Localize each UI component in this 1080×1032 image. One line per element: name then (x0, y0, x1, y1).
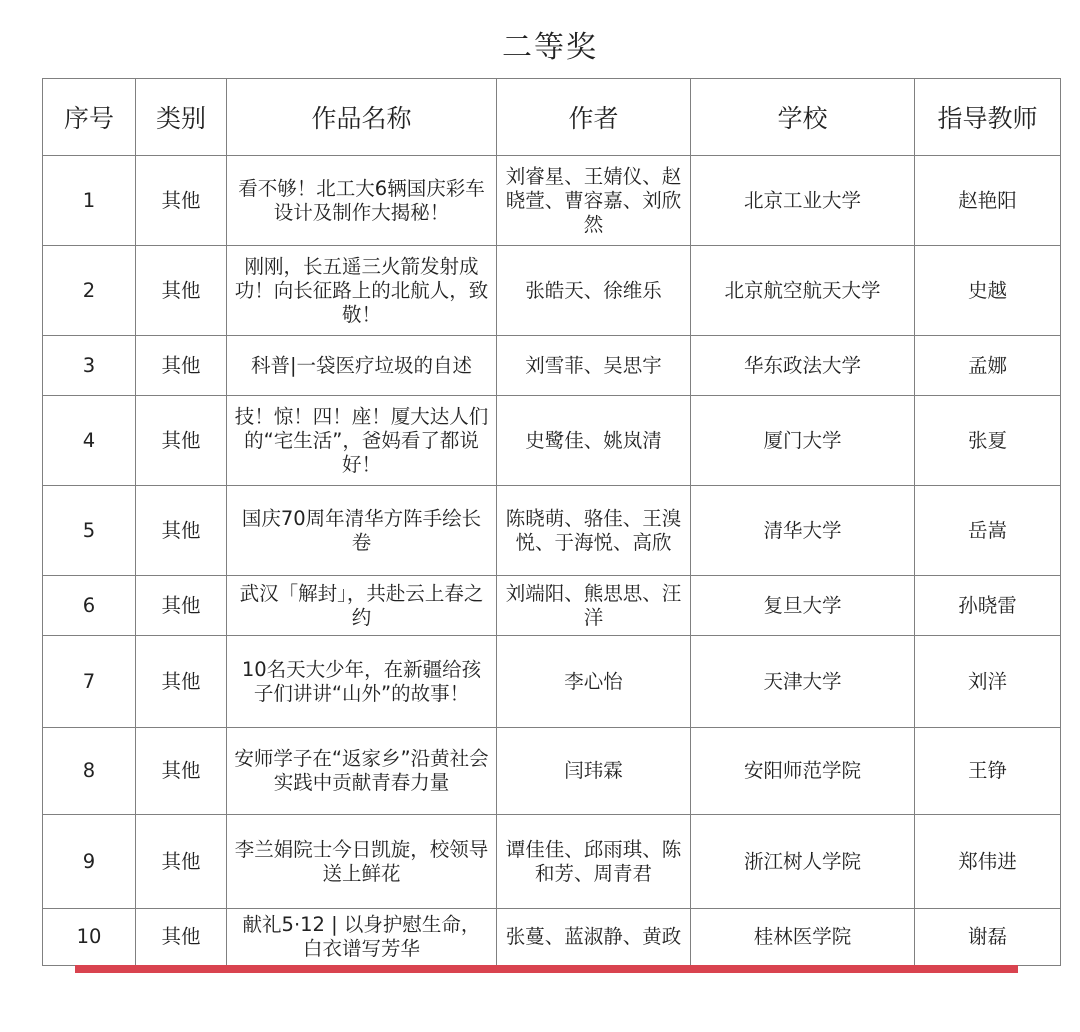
cell-teacher: 史越 (915, 246, 1061, 336)
header-school: 学校 (691, 79, 915, 156)
cell-school: 安阳师范学院 (691, 728, 915, 815)
cell-school: 北京航空航天大学 (691, 246, 915, 336)
cell-work-title: 看不够！北工大6辆国庆彩车设计及制作大揭秘！ (227, 156, 497, 246)
cell-index: 6 (43, 576, 136, 636)
cell-category: 其他 (136, 336, 227, 396)
cell-school: 华东政法大学 (691, 336, 915, 396)
table-row (43, 728, 1061, 815)
cell-index: 2 (43, 246, 136, 336)
cell-work-title: 献礼5·12 | 以身护慰生命，白衣谱写芳华 (227, 909, 497, 966)
cell-teacher: 张夏 (915, 396, 1061, 486)
cell-authors: 刘雪菲、吴思宇 (497, 336, 691, 396)
cell-work-title: 刚刚，长五遥三火箭发射成功！向长征路上的北航人，致敬！ (227, 246, 497, 336)
table-row (43, 636, 1061, 728)
accent-divider-bar (75, 965, 1018, 973)
header-teacher: 指导教师 (915, 79, 1061, 156)
cell-category: 其他 (136, 909, 227, 966)
cell-category: 其他 (136, 815, 227, 909)
cell-authors: 李心怡 (497, 636, 691, 728)
table-row (43, 486, 1061, 576)
cell-teacher: 赵艳阳 (915, 156, 1061, 246)
cell-school: 厦门大学 (691, 396, 915, 486)
cell-work-title: 国庆70周年清华方阵手绘长卷 (227, 486, 497, 576)
cell-teacher: 孙晓雷 (915, 576, 1061, 636)
cell-teacher: 孟娜 (915, 336, 1061, 396)
cell-authors: 张蔓、蓝淑静、黄政 (497, 909, 691, 966)
cell-work-title: 武汉「解封」，共赴云上春之约 (227, 576, 497, 636)
cell-teacher: 谢磊 (915, 909, 1061, 966)
cell-index: 8 (43, 728, 136, 815)
table-row (43, 156, 1061, 246)
header-category: 类别 (136, 79, 227, 156)
cell-authors: 张皓天、徐维乐 (497, 246, 691, 336)
cell-school: 北京工业大学 (691, 156, 915, 246)
table-row (43, 396, 1061, 486)
cell-category: 其他 (136, 486, 227, 576)
cell-work-title: 安师学子在“返家乡”沿黄社会实践中贡献青春力量 (227, 728, 497, 815)
table-row (43, 909, 1061, 966)
cell-category: 其他 (136, 396, 227, 486)
cell-category: 其他 (136, 156, 227, 246)
cell-work-title: 10名天大少年，在新疆给孩子们讲讲“山外”的故事！ (227, 636, 497, 728)
cell-teacher: 刘洋 (915, 636, 1061, 728)
cell-authors: 史鹭佳、姚岚清 (497, 396, 691, 486)
cell-school: 桂林医学院 (691, 909, 915, 966)
cell-school: 复旦大学 (691, 576, 915, 636)
cell-authors: 闫玮霖 (497, 728, 691, 815)
cell-school: 清华大学 (691, 486, 915, 576)
cell-work-title: 技！惊！四！座！厦大达人们的“宅生活”，爸妈看了都说好！ (227, 396, 497, 486)
cell-category: 其他 (136, 636, 227, 728)
table-header-row (43, 79, 1061, 156)
cell-authors: 刘睿星、王婧仪、赵晓萱、曹容嘉、刘欣然 (497, 156, 691, 246)
cell-teacher: 岳嵩 (915, 486, 1061, 576)
table-row (43, 336, 1061, 396)
table-row (43, 576, 1061, 636)
header-work-title: 作品名称 (227, 79, 497, 156)
awards-table (42, 78, 1061, 966)
cell-index: 4 (43, 396, 136, 486)
cell-school: 天津大学 (691, 636, 915, 728)
cell-index: 5 (43, 486, 136, 576)
cell-index: 3 (43, 336, 136, 396)
cell-authors: 谭佳佳、邱雨琪、陈和芳、周青君 (497, 815, 691, 909)
table-row (43, 246, 1061, 336)
cell-category: 其他 (136, 246, 227, 336)
cell-index: 9 (43, 815, 136, 909)
cell-index: 10 (43, 909, 136, 966)
cell-index: 1 (43, 156, 136, 246)
cell-category: 其他 (136, 576, 227, 636)
cell-work-title: 李兰娟院士今日凯旋，校领导送上鲜花 (227, 815, 497, 909)
cell-school: 浙江树人学院 (691, 815, 915, 909)
page-title: 二等奖 (502, 30, 598, 65)
header-authors: 作者 (497, 79, 691, 156)
table-row (43, 815, 1061, 909)
header-index: 序号 (43, 79, 136, 156)
cell-teacher: 郑伟进 (915, 815, 1061, 909)
cell-index: 7 (43, 636, 136, 728)
cell-category: 其他 (136, 728, 227, 815)
cell-authors: 陈晓萌、骆佳、王溴悦、于海悦、高欣 (497, 486, 691, 576)
cell-authors: 刘端阳、熊思思、汪洋 (497, 576, 691, 636)
cell-teacher: 王铮 (915, 728, 1061, 815)
cell-work-title: 科普|一袋医疗垃圾的自述 (227, 336, 497, 396)
